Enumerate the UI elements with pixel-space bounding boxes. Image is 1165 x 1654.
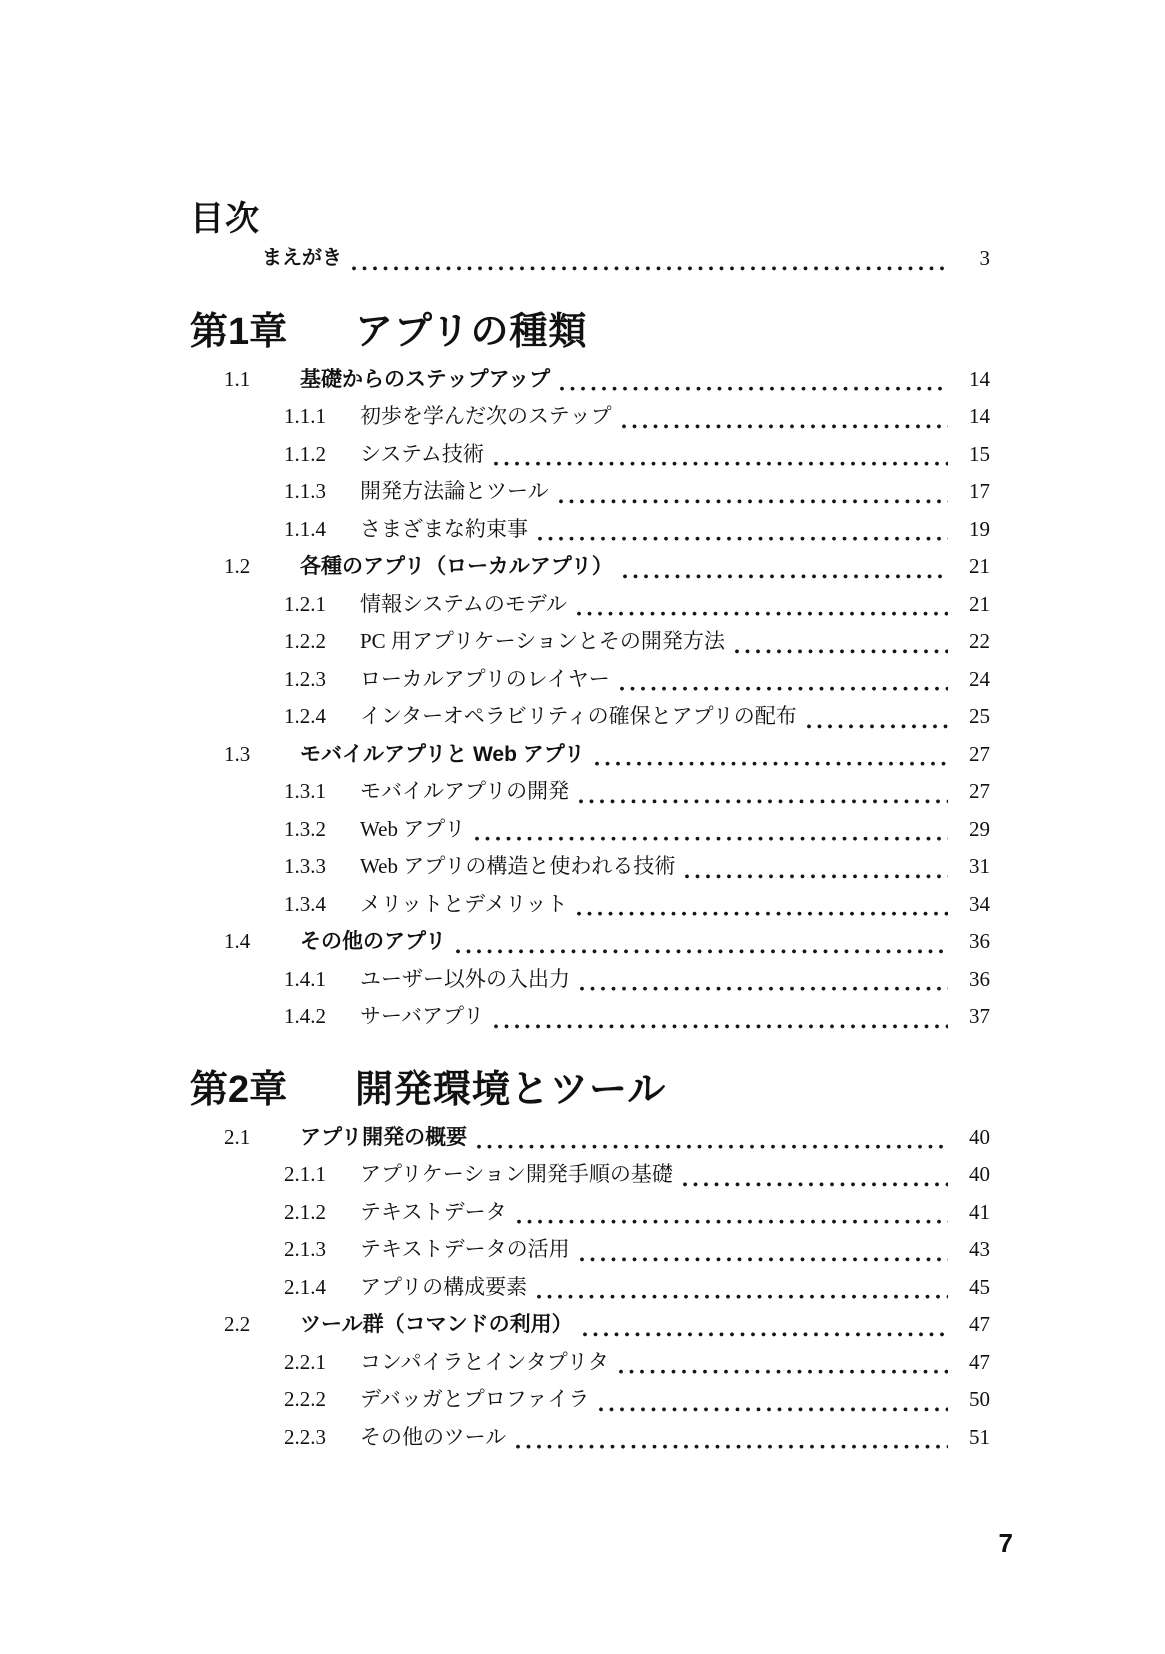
dot-leader <box>620 548 948 586</box>
entry-page-number: 43 <box>969 1237 990 1261</box>
entry-title: モバイルアプリと Web アプリ <box>300 742 585 766</box>
entry-number: 1.3.2 <box>284 816 326 841</box>
entry-page-number: 14 <box>969 404 990 428</box>
dot-leader <box>616 1344 948 1382</box>
entry-number: 1.2.2 <box>284 629 326 653</box>
entry-page-number: 27 <box>969 741 990 766</box>
entry-title: ユーザー以外の入出力 <box>360 966 570 991</box>
entry-title: ローカルアプリのレイヤー <box>360 666 610 691</box>
toc-entry-subsection <box>190 1381 990 1419</box>
entry-page-number: 40 <box>969 1162 990 1186</box>
chapter-title: 開発環境とツール <box>355 1068 667 1111</box>
dot-leader <box>804 698 948 736</box>
toc-entry-subsection <box>190 1231 990 1269</box>
dot-leader <box>577 961 948 999</box>
entry-page-number: 37 <box>969 1004 990 1028</box>
entry-number: 1.1.1 <box>284 404 326 428</box>
toc-entry-subsection <box>190 961 990 999</box>
entry-number: 2.2.1 <box>284 1349 326 1374</box>
dot-leader <box>577 1231 948 1269</box>
entry-page-number: 47 <box>969 1349 990 1374</box>
dot-leader <box>682 848 948 886</box>
dot-leader <box>574 586 948 624</box>
toc-entry-frontmatter <box>190 240 990 278</box>
entry-page-number: 34 <box>969 891 990 916</box>
toc-entry-subsection <box>190 1344 990 1382</box>
toc-entry-subsection <box>190 698 990 736</box>
dot-leader <box>349 240 948 278</box>
entry-title: 基礎からのステップアップ <box>300 367 551 391</box>
entry-page-number: 14 <box>969 366 990 391</box>
entry-number: 2.1.2 <box>284 1199 326 1224</box>
entry-title: Web アプリの構造と使われる技術 <box>360 854 676 878</box>
entry-title: 情報システムのモデル <box>360 591 567 616</box>
entry-number: 2.1.1 <box>284 1162 326 1186</box>
entry-page-number: 27 <box>969 779 990 803</box>
toc-entry-subsection <box>190 886 990 924</box>
toc-entry-section <box>190 1306 990 1344</box>
dot-leader <box>557 361 948 399</box>
dot-leader <box>491 998 948 1036</box>
toc-entry-subsection <box>190 398 990 436</box>
entry-title: モバイルアプリの開発 <box>360 779 570 803</box>
entry-number: 2.2 <box>224 1312 251 1336</box>
dot-leader <box>474 1119 948 1157</box>
entry-title: その他のツール <box>360 1424 507 1449</box>
entry-number: 1.3 <box>224 741 251 766</box>
entry-page-number: 50 <box>969 1387 990 1411</box>
toc-list <box>190 240 990 1456</box>
toc-entry-section <box>190 736 990 774</box>
entry-number: 1.1.4 <box>284 516 326 541</box>
entry-title: PC 用アプリケーションとその開発方法 <box>360 629 725 653</box>
entry-title: アプリケーション開発手順の基礎 <box>360 1162 673 1186</box>
entry-number: 1.4 <box>224 929 251 953</box>
chapter-heading <box>190 303 990 361</box>
entry-page-number: 40 <box>969 1124 990 1149</box>
toc-entry-section <box>190 361 990 399</box>
entry-number: 2.2.3 <box>284 1424 326 1449</box>
entry-number: 1.3.4 <box>284 891 326 916</box>
entry-title: まえがき <box>262 247 342 269</box>
entry-title: コンパイラとインタプリタ <box>360 1349 609 1374</box>
entry-title: さまざまな約束事 <box>360 516 528 541</box>
entry-page-number: 45 <box>969 1274 990 1299</box>
chapter-label: 第1章 <box>190 310 288 353</box>
entry-number: 1.3.3 <box>284 854 326 878</box>
folio-page-number: 7 <box>998 1528 1013 1558</box>
dot-leader <box>491 436 948 474</box>
entry-page-number: 15 <box>969 441 990 466</box>
chapter-label: 第2章 <box>190 1068 288 1111</box>
entry-title: テキストデータの活用 <box>360 1237 570 1261</box>
chapter-title: アプリの種類 <box>355 310 588 353</box>
toc-entry-subsection <box>190 998 990 1036</box>
entry-number: 1.4.2 <box>284 1004 326 1028</box>
toc-entry-subsection <box>190 1269 990 1307</box>
toc-entry-subsection <box>190 511 990 549</box>
entry-title: Web アプリ <box>360 816 466 841</box>
entry-page-number: 25 <box>969 704 990 728</box>
toc-entry-subsection <box>190 473 990 511</box>
dot-leader <box>574 886 948 924</box>
toc-entry-subsection <box>190 811 990 849</box>
toc-entry-subsection <box>190 661 990 699</box>
dot-leader <box>514 1194 948 1232</box>
entry-title: 開発方法論とツール <box>360 479 549 503</box>
dot-leader <box>619 398 948 436</box>
dot-leader <box>617 661 948 699</box>
entry-title: テキストデータ <box>360 1199 507 1224</box>
entry-title: メリットとデメリット <box>360 891 568 916</box>
entry-title: アプリの構成要素 <box>360 1274 528 1299</box>
dot-leader <box>592 736 948 774</box>
entry-page-number: 21 <box>969 554 990 578</box>
toc-entry-subsection <box>190 586 990 624</box>
entry-page-number: 36 <box>969 966 990 991</box>
dot-leader <box>576 773 948 811</box>
dot-leader <box>472 811 948 849</box>
toc-entry-subsection <box>190 436 990 474</box>
entry-page-number: 51 <box>969 1424 990 1449</box>
page-title: 目次 <box>190 199 260 238</box>
entry-page-number: 19 <box>969 516 990 541</box>
entry-number: 1.2.3 <box>284 666 326 691</box>
dot-leader <box>580 1306 948 1344</box>
toc-entry-section <box>190 1119 990 1157</box>
dot-leader <box>680 1156 948 1194</box>
entry-number: 1.1.2 <box>284 441 326 466</box>
chapter-heading <box>190 1061 990 1119</box>
entry-title: アプリ開発の概要 <box>300 1125 468 1149</box>
entry-page-number: 21 <box>969 591 990 616</box>
dot-leader <box>732 623 948 661</box>
entry-title: システム技術 <box>360 441 484 466</box>
entry-title: インターオペラビリティの確保とアプリの配布 <box>360 704 797 728</box>
toc-entry-section <box>190 923 990 961</box>
toc-entry-subsection <box>190 1419 990 1457</box>
toc-entry-section <box>190 548 990 586</box>
entry-page-number: 24 <box>969 666 990 691</box>
entry-page-number: 3 <box>979 246 990 270</box>
entry-number: 1.2.4 <box>284 704 326 728</box>
dot-leader <box>513 1419 948 1457</box>
dot-leader <box>534 1269 948 1307</box>
entry-number: 2.1 <box>224 1124 251 1149</box>
entry-title: 各種のアプリ（ローカルアプリ） <box>300 555 613 578</box>
dot-leader <box>556 473 948 511</box>
entry-number: 1.4.1 <box>284 966 326 991</box>
entry-page-number: 29 <box>969 816 990 841</box>
entry-page-number: 31 <box>969 854 990 878</box>
toc-entry-subsection <box>190 1156 990 1194</box>
entry-page-number: 47 <box>969 1312 990 1336</box>
dot-leader <box>453 923 948 961</box>
entry-title: 初歩を学んだ次のステップ <box>360 404 612 428</box>
dot-leader <box>596 1381 948 1419</box>
toc-entry-subsection <box>190 623 990 661</box>
entry-title: その他のアプリ <box>300 930 447 953</box>
entry-number: 1.1 <box>224 366 251 391</box>
entry-number: 1.1.3 <box>284 479 326 503</box>
toc-entry-subsection <box>190 848 990 886</box>
toc-entry-subsection <box>190 1194 990 1232</box>
entry-page-number: 41 <box>969 1199 990 1224</box>
entry-number: 2.1.3 <box>284 1237 326 1261</box>
entry-number: 2.2.2 <box>284 1387 326 1411</box>
entry-title: デバッガとプロファイラ <box>360 1387 590 1411</box>
entry-page-number: 36 <box>969 929 990 953</box>
entry-page-number: 17 <box>969 479 990 503</box>
entry-number: 1.2 <box>224 554 251 578</box>
entry-title: サーバアプリ <box>360 1004 485 1028</box>
entry-page-number: 22 <box>969 629 990 653</box>
entry-title: ツール群（コマンドの利用） <box>300 1313 573 1336</box>
entry-number: 1.3.1 <box>284 779 326 803</box>
entry-number: 2.1.4 <box>284 1274 326 1299</box>
dot-leader <box>535 511 948 549</box>
entry-number: 1.2.1 <box>284 591 326 616</box>
toc-entry-subsection <box>190 773 990 811</box>
